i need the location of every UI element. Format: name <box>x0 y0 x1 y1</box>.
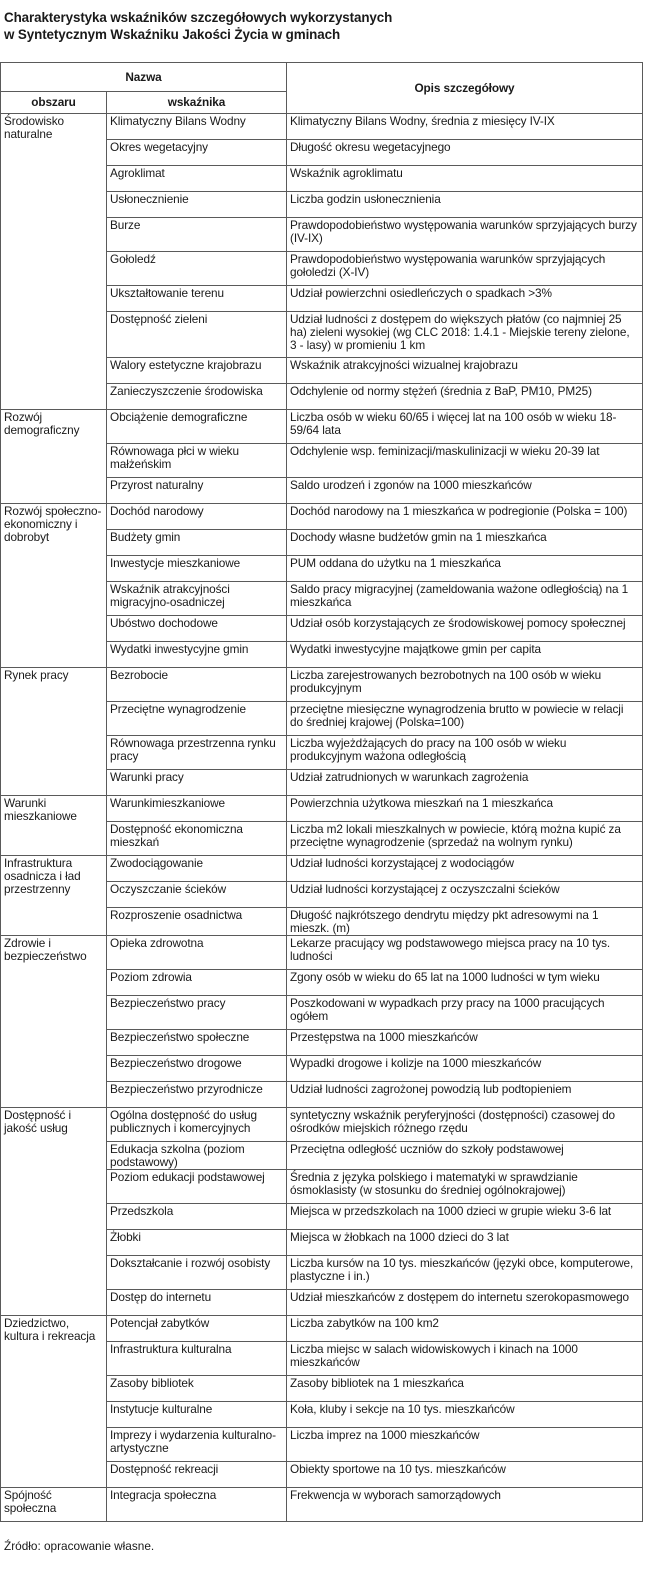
description-cell: Klimatyczny Bilans Wodny, średnia z miesięcy IV-IX <box>287 114 643 140</box>
area-cell: Dostępność i jakość usług <box>1 1108 107 1316</box>
indicator-cell: Zasoby bibliotek <box>107 1376 287 1402</box>
header-nazwa: Nazwa <box>1 63 287 92</box>
description-cell: Wypadki drogowe i kolizje na 1000 mieszkańców <box>287 1056 643 1082</box>
indicator-cell: Przedszkola <box>107 1204 287 1230</box>
indicator-cell: Bezpieczeństwo społeczne <box>107 1030 287 1056</box>
indicator-cell: Usłonecznienie <box>107 192 287 218</box>
description-cell: Udział osób korzystających ze środowiskowej pomocy społecznej <box>287 616 643 642</box>
indicator-cell: Dostępność zieleni <box>107 312 287 358</box>
indicator-cell: Bezpieczeństwo drogowe <box>107 1056 287 1082</box>
indicator-cell: Walory estetyczne krajobrazu <box>107 358 287 384</box>
area-cell: Zdrowie i bezpieczeństwo <box>1 936 107 1108</box>
description-cell: Przeciętna odległość uczniów do szkoły podstawowej <box>287 1142 643 1170</box>
description-cell: Udział powierzchni osiedleńczych o spadkach >3% <box>287 286 643 312</box>
description-cell: przeciętne miesięczne wynagrodzenia brutto w powiecie w relacji do średniej krajowej (Polska=100) <box>287 702 643 736</box>
description-cell: Miejsca w żłobkach na 1000 dzieci do 3 lat <box>287 1230 643 1256</box>
indicator-cell: Oczyszczanie ścieków <box>107 882 287 908</box>
description-cell: Frekwencja w wyborach samorządowych <box>287 1488 643 1522</box>
description-cell: Liczba m2 lokali mieszkalnych w powiecie, którą można kupić za przeciętne wynagrodzenie (sprzedaż na wolnym rynku) <box>287 822 643 856</box>
indicator-cell: Poziom edukacji podstawowej <box>107 1170 287 1204</box>
description-cell: Liczba zabytków na 100 km2 <box>287 1316 643 1342</box>
area-cell: Spójność społeczna <box>1 1488 107 1522</box>
table-row <box>1 1316 643 1342</box>
indicator-cell: Ukształtowanie terenu <box>107 286 287 312</box>
description-cell: Prawdopodobieństwo występowania warunków sprzyjających gołoledzi (X-IV) <box>287 252 643 286</box>
table-row <box>1 504 643 530</box>
description-cell: Saldo pracy migracyjnej (zameldowania ważone odległością) na 1 mieszkańca <box>287 582 643 616</box>
indicator-cell: Rozproszenie osadnictwa <box>107 908 287 936</box>
indicator-cell: Edukacja szkolna (poziom podstawowy) <box>107 1142 287 1170</box>
description-cell: Przestępstwa na 1000 mieszkańców <box>287 1030 643 1056</box>
area-cell: Warunki mieszkaniowe <box>1 796 107 856</box>
indicator-cell: Potencjał zabytków <box>107 1316 287 1342</box>
indicator-cell: Przeciętne wynagrodzenie <box>107 702 287 736</box>
description-cell: Udział ludności korzystającej z oczyszczalni ścieków <box>287 882 643 908</box>
area-cell: Rozwój społeczno-ekonomiczny i dobrobyt <box>1 504 107 668</box>
description-cell: Liczba miejsc w salach widowiskowych i kinach na 1000 mieszkańców <box>287 1342 643 1376</box>
description-cell: Udział mieszkańców z dostępem do internetu szerokopasmowego <box>287 1290 643 1316</box>
table-row <box>1 410 643 444</box>
indicator-cell: Agroklimat <box>107 166 287 192</box>
description-cell: Długość najkrótszego dendrytu między pkt adresowymi na 1 mieszk. (m) <box>287 908 643 936</box>
area-cell: Środowisko naturalne <box>1 114 107 410</box>
table-row <box>1 1488 643 1522</box>
area-cell: Dziedzictwo, kultura i rekreacja <box>1 1316 107 1488</box>
header-obszaru: obszaru <box>1 92 107 114</box>
description-cell: Dochody własne budżetów gmin na 1 mieszkańca <box>287 530 643 556</box>
indicator-cell: Poziom zdrowia <box>107 970 287 996</box>
description-cell: Udział ludności korzystającej z wodociągów <box>287 856 643 882</box>
area-cell: Rozwój demograficzny <box>1 410 107 504</box>
indicator-cell: Bezrobocie <box>107 668 287 702</box>
indicator-cell: Zanieczyszczenie środowiska <box>107 384 287 410</box>
description-cell: Udział ludności z dostępem do większych płatów (co najmniej 25 ha) zieleni wysokiej (wg CLC 2018: 1.4.1 - Miejskie tereny zielone, 3 - lasy) w promieniu 1 km <box>287 312 643 358</box>
indicator-cell: Imprezy i wydarzenia kulturalno-artystyczne <box>107 1428 287 1462</box>
description-cell: syntetyczny wskaźnik peryferyjności (dostępności) czasowej do ośrodków miejskich różnego rzędu <box>287 1108 643 1142</box>
indicator-cell: Ogólna dostępność do usług publicznych i komercyjnych <box>107 1108 287 1142</box>
indicator-cell: Dostęp do internetu <box>107 1290 287 1316</box>
description-cell: Saldo urodzeń i zgonów na 1000 mieszkańców <box>287 478 643 504</box>
header-wskaznika: wskaźnika <box>107 92 287 114</box>
description-cell: Powierzchnia użytkowa mieszkań na 1 mieszkańca <box>287 796 643 822</box>
description-cell: Liczba kursów na 10 tys. mieszkańców (języki obce, komputerowe, plastyczne i in.) <box>287 1256 643 1290</box>
indicator-cell: Instytucje kulturalne <box>107 1402 287 1428</box>
description-cell: Lekarze pracujący wg podstawowego miejsca pracy na 10 tys. ludności <box>287 936 643 970</box>
description-cell: Średnia z języka polskiego i matematyki w sprawdzianie ósmoklasisty (w stosunku do średniej ogólnokrajowej) <box>287 1170 643 1204</box>
description-cell: Wskaźnik agroklimatu <box>287 166 643 192</box>
indicator-cell: Równowaga płci w wieku małżeńskim <box>107 444 287 478</box>
table-row <box>1 796 643 822</box>
table-title <box>4 9 644 43</box>
description-cell: Obiekty sportowe na 10 tys. mieszkańców <box>287 1462 643 1488</box>
indicator-cell: Bezpieczeństwo pracy <box>107 996 287 1030</box>
table-row <box>1 936 643 970</box>
description-cell: Poszkodowani w wypadkach przy pracy na 1000 pracujących ogółem <box>287 996 643 1030</box>
description-cell: Liczba zarejestrowanych bezrobotnych na 100 osób w wieku produkcyjnym <box>287 668 643 702</box>
description-cell: Dochód narodowy na 1 mieszkańca w podregionie (Polska = 100) <box>287 504 643 530</box>
description-cell: Długość okresu wegetacyjnego <box>287 140 643 166</box>
description-cell: Odchylenie wsp. feminizacji/maskulinizacji w wieku 20-39 lat <box>287 444 643 478</box>
indicator-cell: Zwodociągowanie <box>107 856 287 882</box>
indicator-cell: Dochód narodowy <box>107 504 287 530</box>
indicator-cell: Gołoledź <box>107 252 287 286</box>
indicator-cell: Warunkimieszkaniowe <box>107 796 287 822</box>
indicators-table <box>0 62 643 1522</box>
table-body <box>1 114 643 1522</box>
description-cell: Udział ludności zagrożonej powodzią lub podtopieniem <box>287 1082 643 1108</box>
table-row <box>1 856 643 882</box>
indicator-cell: Dostępność rekreacji <box>107 1462 287 1488</box>
description-cell: Odchylenie od normy stężeń (średnia z BaP, PM10, PM25) <box>287 384 643 410</box>
indicator-cell: Bezpieczeństwo przyrodnicze <box>107 1082 287 1108</box>
indicator-cell: Przyrost naturalny <box>107 478 287 504</box>
indicator-cell: Obciążenie demograficzne <box>107 410 287 444</box>
table-header <box>1 63 643 114</box>
indicator-cell: Inwestycje mieszkaniowe <box>107 556 287 582</box>
indicator-cell: Okres wegetacyjny <box>107 140 287 166</box>
table-row <box>1 114 643 140</box>
description-cell: Wskaźnik atrakcyjności wizualnej krajobrazu <box>287 358 643 384</box>
indicator-cell: Infrastruktura kulturalna <box>107 1342 287 1376</box>
source-note: Źródło: opracowanie własne. <box>4 1539 155 1553</box>
description-cell: Liczba imprez na 1000 mieszkańców <box>287 1428 643 1462</box>
table-row <box>1 1108 643 1142</box>
indicator-cell: Warunki pracy <box>107 770 287 796</box>
table-row <box>1 668 643 702</box>
description-cell: Liczba wyjeżdżających do pracy na 100 osób w wieku produkcyjnym ważona odległością <box>287 736 643 770</box>
indicator-cell: Równowaga przestrzenna rynku pracy <box>107 736 287 770</box>
indicator-cell: Wskaźnik atrakcyjności migracyjno-osadniczej <box>107 582 287 616</box>
description-cell: Zasoby bibliotek na 1 mieszkańca <box>287 1376 643 1402</box>
description-cell: Prawdopodobieństwo występowania warunków sprzyjających burzy (IV-IX) <box>287 218 643 252</box>
description-cell: PUM oddana do użytku na 1 mieszkańca <box>287 556 643 582</box>
indicator-cell: Żłobki <box>107 1230 287 1256</box>
description-cell: Zgony osób w wieku do 65 lat na 1000 ludności w tym wieku <box>287 970 643 996</box>
title-line-2: w Syntetycznym Wskaźniku Jakości Życia w gminach <box>4 27 341 42</box>
indicator-cell: Ubóstwo dochodowe <box>107 616 287 642</box>
description-cell: Miejsca w przedszkolach na 1000 dzieci w grupie wieku 3-6 lat <box>287 1204 643 1230</box>
description-cell: Udział zatrudnionych w warunkach zagrożenia <box>287 770 643 796</box>
indicator-cell: Dostępność ekonomiczna mieszkań <box>107 822 287 856</box>
indicator-cell: Budżety gmin <box>107 530 287 556</box>
area-cell: Rynek pracy <box>1 668 107 796</box>
indicator-cell: Integracja społeczna <box>107 1488 287 1522</box>
description-cell: Liczba godzin usłonecznienia <box>287 192 643 218</box>
indicator-cell: Burze <box>107 218 287 252</box>
indicator-cell: Klimatyczny Bilans Wodny <box>107 114 287 140</box>
indicator-cell: Wydatki inwestycyjne gmin <box>107 642 287 668</box>
description-cell: Liczba osób w wieku 60/65 i więcej lat na 100 osób w wieku 18-59/64 lata <box>287 410 643 444</box>
title-line-1: Charakterystyka wskaźników szczegółowych wykorzystanych <box>4 10 393 25</box>
header-opis: Opis szczegółowy <box>287 63 643 114</box>
indicator-cell: Dokształcanie i rozwój osobisty <box>107 1256 287 1290</box>
description-cell: Wydatki inwestycyjne majątkowe gmin per capita <box>287 642 643 668</box>
indicator-cell: Opieka zdrowotna <box>107 936 287 970</box>
area-cell: Infrastruktura osadnicza i ład przestrzenny <box>1 856 107 936</box>
description-cell: Koła, kluby i sekcje na 10 tys. mieszkańców <box>287 1402 643 1428</box>
